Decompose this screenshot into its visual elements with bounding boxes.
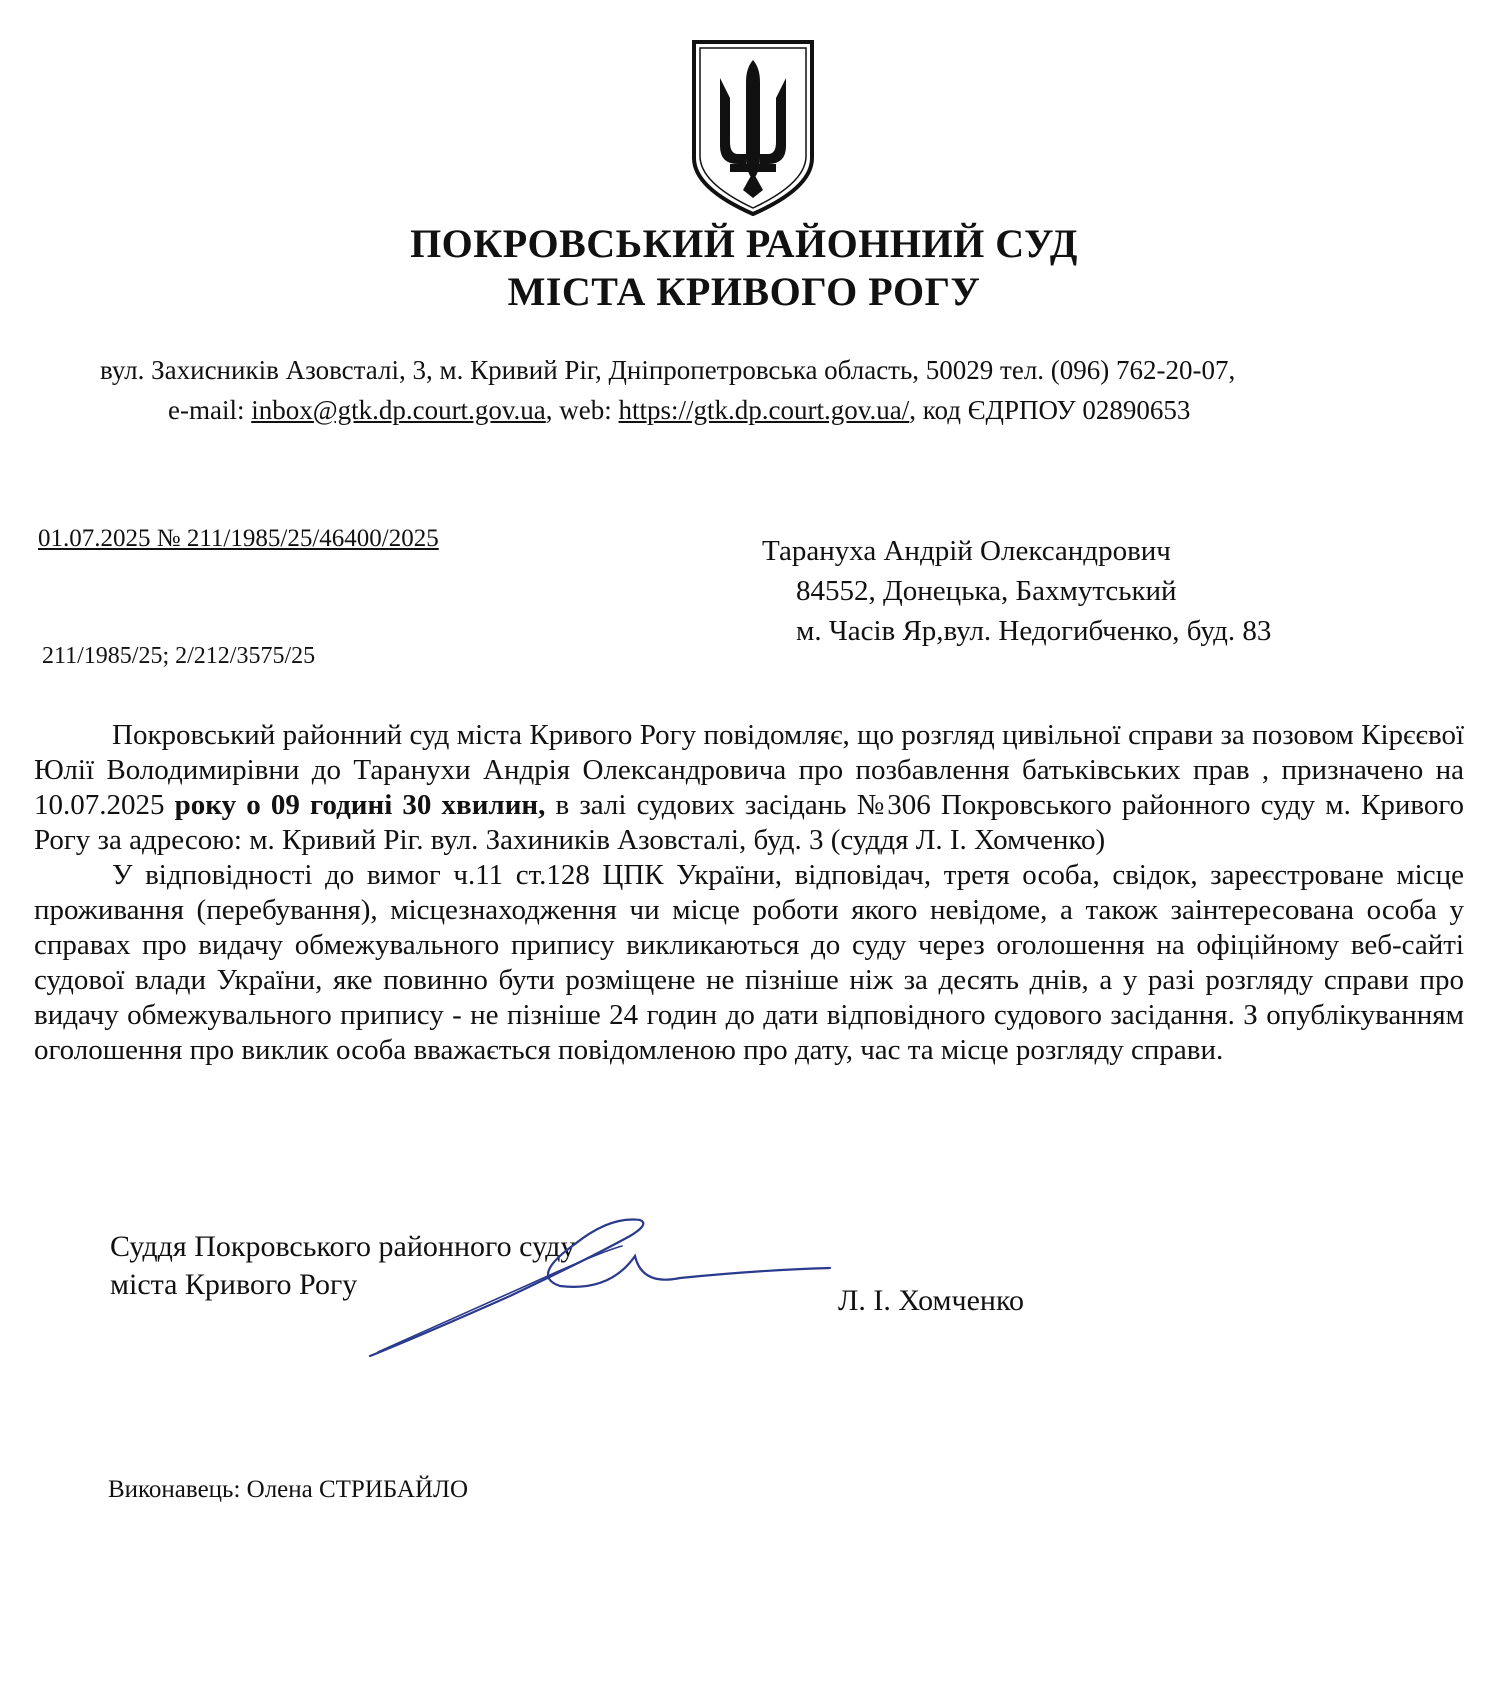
court-title-line2: МІСТА КРИВОГО РОГУ [507,269,981,314]
executor: Виконавець: Олена СТРИБАЙЛО [108,1476,469,1503]
web-label: , web: [545,395,619,425]
outgoing-date-number: 01.07.2025 № 211/1985/25/46400/2025 [38,525,439,552]
hearing-time: року о 09 годині 30 хвилин, [174,789,546,821]
judge-name: Л. І. Хомченко [838,1284,1025,1317]
email-link[interactable]: inbox@gtk.dp.court.gov.ua [251,395,546,425]
recipient-address-line1: 84552, Донецька, Бахмутський [796,575,1177,607]
email-label: e-mail: [168,395,252,425]
court-title-line1: ПОКРОВСЬКИЙ РАЙОННИЙ СУД [410,221,1078,266]
notice-paragraph-1: Покровський районний суд міста Кривого Рогу повідомляє, що розгляд цивільної справи за позовом Кірєєвої Юлії Володимирівни до Таранухи Андрія Олександровича про позбавлення батьківських прав , призначено на 10.07.2025 року о 09 годині 30 хвилин, в залі судових засідань №306 Покровського районного суду м. Кривого Рогу за адресою: м. Кривий Ріг. вул. Захиників Азовсталі, буд. 3 (суддя Л. І. Хомченко) [34,719,1465,856]
web-link[interactable]: https://gtk.dp.court.gov.ua/ [618,395,910,425]
recipient-name: Тарануха Андрій Олександрович [762,535,1171,567]
trident-coat-of-arms-icon [688,38,818,218]
judge-title-line2: міста Кривого Рогу [110,1268,358,1301]
edrpou-code: , код ЄДРПОУ 02890653 [909,395,1191,425]
court-address: вул. Захисників Азовсталі, 3, м. Кривий Ріг, Дніпропетровська область, 50029 тел. (096) 762-20-07, [100,355,1236,385]
recipient-address-line2: м. Часів Яр,вул. Недогибченко, буд. 83 [796,615,1272,647]
judge-title-line1: Суддя Покровського районного суду [110,1230,576,1263]
case-numbers: 211/1985/25; 2/212/3575/25 [42,643,316,669]
court-contacts [168,392,1190,428]
handwritten-signature-icon [360,1216,880,1366]
notice-body [34,718,1464,1068]
notice-paragraph-2: У відповідності до вимог ч.11 ст.128 ЦПК України, відповідач, третя особа, свідок, зареєстроване місце проживання (перебування), місцезнаходження чи місце роботи якого невідоме, а також заінтересована особа у справах про видачу обмежувального припису викликаються до суду через оголошення на офіційному веб-сайті судової влади України, яке повинно бути розміщене не пізніше ніж за десять днів, а у разі розгляду справи про видачу обмежувального припису - не пізніше 24 годин до дати відповідного судового засідання. З опублікуванням оголошення про виклик особа вважається повідомленою про дату, час та місце розгляду справи. [34,859,1464,1066]
